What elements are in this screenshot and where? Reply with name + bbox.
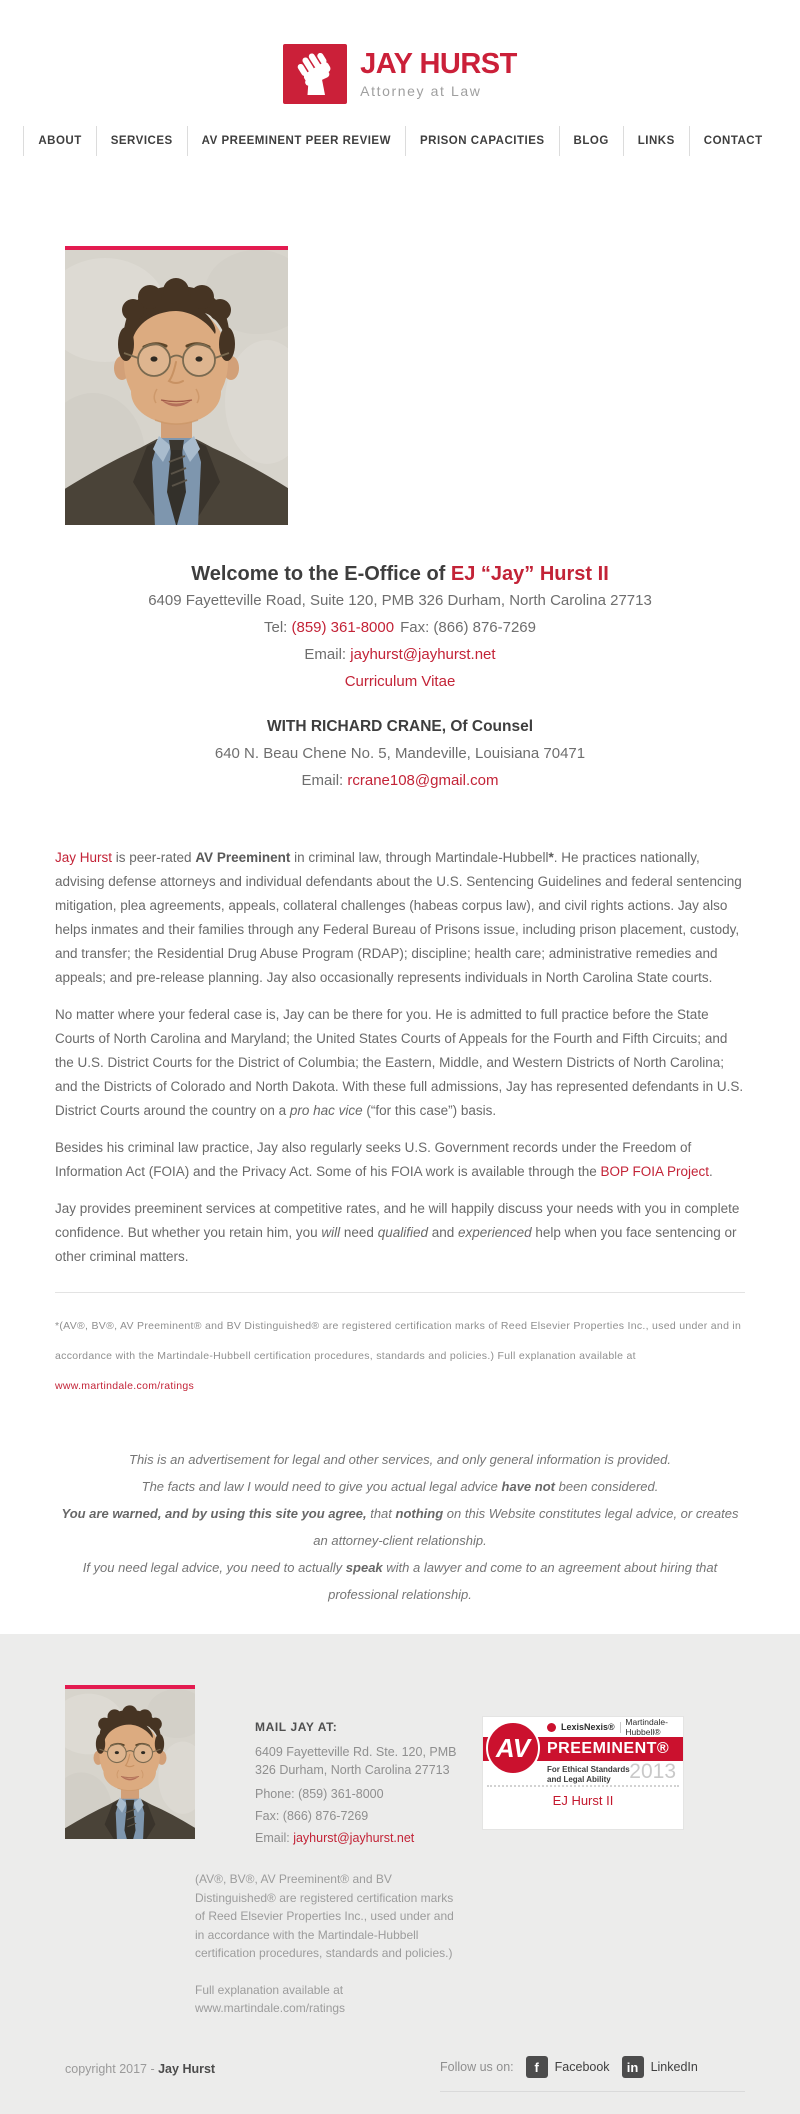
badge-year: 2013 [629,1760,676,1783]
footer-certification-note: (AV®, BV®, AV Preeminent® and BV Distinguished® are registered certification marks of Reed Elsevier Properties Inc., used under and in accordance with the Martindale-Hubbell certification procedures, standards and policies.) Full explanation available at www.martindale.com/ratings [195,1870,459,2018]
jay-hurst-link[interactable]: Jay Hurst [55,850,113,865]
email-line [55,641,745,668]
badge-attorney-name: EJ Hurst II [552,1793,614,1808]
email-link[interactable]: jayhurst@jayhurst.net [350,646,496,663]
hero-section [55,561,745,794]
brand-name: JAY HURST [360,47,517,80]
badge-brands [547,1717,681,1737]
social-links [440,2056,698,2078]
nav-item-blog[interactable]: BLOG [559,126,623,156]
certification-fine-print: *(AV®, BV®, AV Preeminent® and BV Distinguished® are registered certification marks of Reed Elsevier Properties Inc., used under and in accordance with the Martindale-Hubbell certification procedures, standards and policies.) Full explanation available at www.martindale.com/ratings [55,1320,742,1392]
site-header [0,0,800,156]
section-divider [55,1292,745,1293]
facebook-icon: f [526,2056,548,2078]
email-label: Email: [304,646,351,663]
bio-paragraph-1: Jay Hurst is peer-rated AV Preeminent in criminal law, through Martindale-Hubbell*. He practices nationally, advising defense attorneys and individual defendants about the U.S. Sentencing Guidelines and federal sentencing mitigation, plea agreements, appeals, collateral challenges (habeas corpus law), and civil rights actions. Jay also helps inmates and their families through any Federal Bureau of Prisons issue, including prison placement, custody, and transfer; the Residential Drug Abuse Program (RDAP); discipline; health care; administrative remedies and appeals; and pre-release planning. Jay also occasionally represents individuals in North Carolina State courts. [55,850,742,985]
legal-disclaimer [55,1446,745,1608]
footer-fax: Fax: (866) 876-7269 [255,1809,369,1823]
lexisnexis-label: LexisNexis® [561,1722,615,1732]
cv-line [55,668,745,695]
badge-dotted-divider [487,1785,679,1787]
footer-email-link[interactable]: jayhurst@jayhurst.net [293,1831,415,1845]
attorney-photo [65,246,288,525]
of-counsel-heading: WITH RICHARD CRANE, Of Counsel [266,718,534,735]
tel-fax-line [55,614,745,641]
footer-address: 6409 Fayetteville Rd. Ste. 120, PMB 326 Durham, North Carolina 27713 [255,1745,457,1777]
page-title-prefix: Welcome to the E-Office of [191,563,451,585]
bop-foia-project-link[interactable]: BOP FOIA Project [600,1164,710,1179]
bio-section [55,846,745,1269]
martindale-hubbell-label: Martindale-Hubbell® [625,1717,668,1737]
of-counsel-email-line [55,767,745,794]
of-counsel-block [55,713,745,794]
footer-ratings-url: www.martindale.com/ratings [195,2001,346,2015]
av-preeminent-badge[interactable] [483,1717,683,1829]
disclaimer-line-1: This is an advertisement for legal and other services, and only general information is provided. [129,1452,671,1467]
disclaimer-line-2: The facts and law I would need to give you actual legal advice have not been considered. [141,1479,659,1494]
nav-item-services[interactable]: SERVICES [96,126,187,156]
disclaimer-line-3: You are warned, and by using this site you agree, that nothing on this Website constitutes legal advice, or creates an attorney-client relationship. [61,1506,739,1548]
nav-item-av-preeminent-peer-review[interactable]: AV PREEMINENT PEER REVIEW [187,126,405,156]
lexisnexis-logo-icon [547,1723,556,1732]
footer-attorney-photo [65,1685,195,1839]
linkedin-link[interactable]: in LinkedIn [622,2056,698,2078]
bio-paragraph-2: No matter where your federal case is, Jay can be there for you. He is admitted to full practice before the State Courts of North Carolina and Maryland; the United States Courts of Appeals for the Fourth and Fifth Circuits; and the U.S. District Courts for the District of Columbia; the Eastern, Middle, and Western Districts of North Carolina; and the Districts of Colorado and North Dakota. With these full admissions, Jay has represented defendants in U.S. District Courts around the country on a pro hac vice (“for this case”) basis. [55,1007,744,1118]
facebook-link[interactable]: f Facebook [526,2056,610,2078]
mail-heading: MAIL JAY AT: [255,1720,338,1734]
nav-item-links[interactable]: LINKS [623,126,689,156]
page-title [55,561,745,587]
preeminent-banner: PREEMINENT® [483,1737,683,1761]
main-content [55,246,745,1608]
footer-explanation: Full explanation available at www.martindale.com/ratings [195,1981,459,2018]
badge-subtitle: For Ethical Standards and Legal Ability [547,1765,630,1784]
martindale-ratings-link[interactable]: www.martindale.com/ratings [55,1380,195,1392]
tel-label: Tel: [263,619,292,636]
main-nav [0,126,800,156]
footer-email-line: Email: jayhurst@jayhurst.net [255,1831,415,1845]
of-counsel-address: 640 N. Beau Chene No. 5, Mandeville, Louisiana 70471 [214,745,586,762]
fax-number: Fax: (866) 876-7269 [400,619,536,636]
site-logo[interactable] [0,44,800,104]
nav-item-contact[interactable]: CONTACT [689,126,777,156]
raised-fist-icon [283,44,347,104]
nav-item-about[interactable]: ABOUT [23,126,95,156]
site-footer [0,1634,800,2114]
footer-phone: Phone: (859) 361-8000 [255,1787,384,1801]
copyright-notice: copyright 2017 - Jay Hurst [65,2062,216,2076]
disclaimer-line-4: If you need legal advice, you need to actually speak with a lawyer and come to an agreement about hiring that professional relationship. [82,1560,718,1602]
footer-bottom-divider [440,2091,745,2092]
tel-link[interactable]: (859) 361-8000 [291,619,395,636]
av-circle: AV [486,1721,540,1775]
badge-brand-divider [620,1722,621,1733]
bio-paragraph-4: Jay provides preeminent services at competitive rates, and he will happily discuss your needs with you in complete confidence. But whether you retain him, you will need qualified and experienced help when you face sentencing or other criminal matters. [55,1201,740,1264]
office-address: 6409 Fayetteville Road, Suite 120, PMB 326 Durham, North Carolina 27713 [148,592,652,609]
footer-mail-widget [255,1720,460,1845]
of-counsel-email-link[interactable]: rcrane108@gmail.com [347,772,499,789]
brand-tagline: Attorney at Law [360,82,482,99]
linkedin-icon: in [622,2056,644,2078]
curriculum-vitae-link[interactable]: Curriculum Vitae [344,673,456,690]
bio-paragraph-3: Besides his criminal law practice, Jay also regularly seeks U.S. Government records under the Freedom of Information Act (FOIA) and the Privacy Act. Some of his FOIA work is available through the BOP FOIA Project. [55,1140,713,1179]
of-counsel-email-label: Email: [301,772,348,789]
nav-item-prison-capacities[interactable]: PRISON CAPACITIES [405,126,559,156]
follow-us-label: Follow us on: [440,2060,514,2074]
page-title-name: EJ “Jay” Hurst II [450,563,609,585]
